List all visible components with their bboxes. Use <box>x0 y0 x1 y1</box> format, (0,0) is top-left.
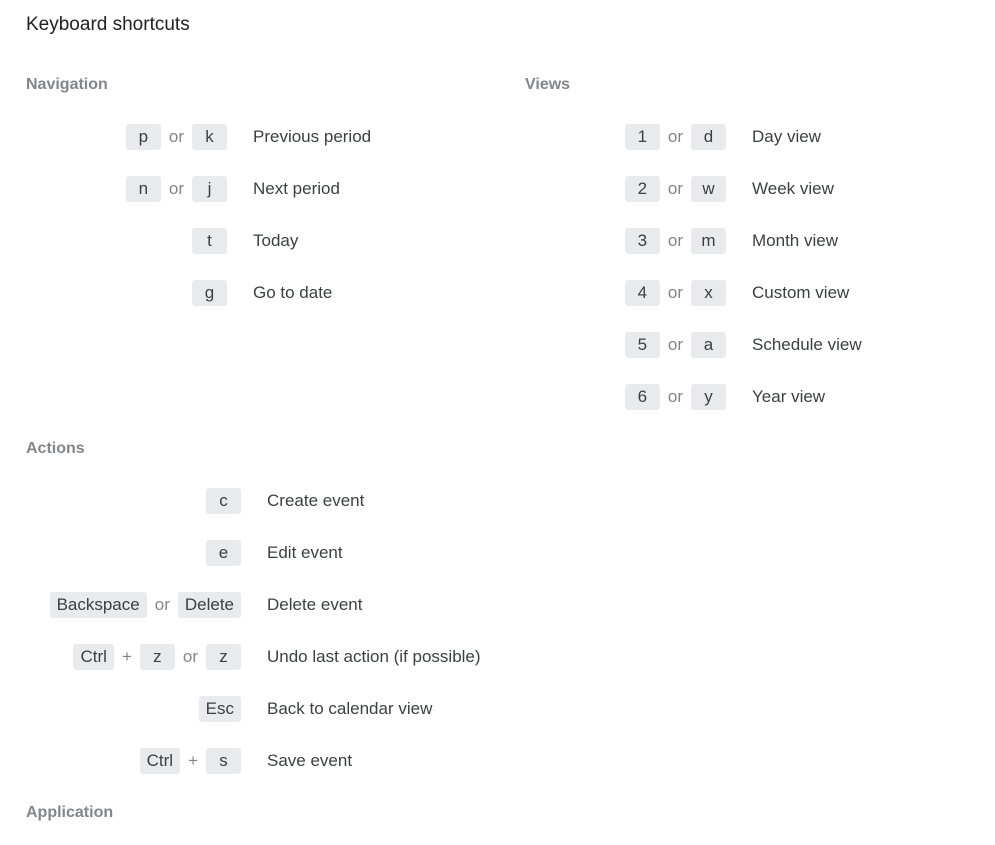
shortcut-row-back-to-calendar <box>0 696 520 722</box>
shortcut-keys <box>625 332 726 358</box>
key-cap: n <box>126 176 161 202</box>
shortcut-description: Today <box>253 231 299 250</box>
shortcut-keys <box>625 176 726 202</box>
key-cap: d <box>691 124 726 150</box>
shortcut-description: Month view <box>752 231 838 250</box>
shortcut-keys <box>140 748 241 774</box>
key-cap: e <box>206 540 241 566</box>
shortcut-row-save-event <box>0 748 520 774</box>
key-cap: Delete <box>178 592 241 618</box>
key-cap: Backspace <box>50 592 147 618</box>
key-cap: m <box>691 228 726 254</box>
key-cap: 3 <box>625 228 660 254</box>
shortcut-keys <box>625 280 726 306</box>
shortcut-keys <box>50 592 241 618</box>
key-cap: p <box>126 124 161 150</box>
shortcut-row-custom-view <box>0 280 995 306</box>
key-cap: g <box>192 280 227 306</box>
or-separator: or <box>667 387 683 406</box>
page-title: Keyboard shortcuts <box>26 14 190 35</box>
shortcut-row-delete-event <box>0 592 520 618</box>
or-separator: or <box>667 231 683 250</box>
or-separator: or <box>667 179 683 198</box>
key-cap: Esc <box>199 696 241 722</box>
key-cap: t <box>192 228 227 254</box>
key-cap: c <box>206 488 241 514</box>
shortcut-keys <box>206 488 241 514</box>
shortcut-keys <box>199 696 241 722</box>
shortcut-row-schedule-view <box>0 332 995 358</box>
shortcut-row-week-view <box>0 176 995 202</box>
key-cap: w <box>691 176 726 202</box>
shortcut-row-day-view <box>0 124 995 150</box>
section-heading-actions: Actions <box>26 440 85 457</box>
or-separator: or <box>182 647 198 666</box>
shortcut-keys <box>73 644 241 670</box>
shortcut-description: Create event <box>267 491 365 510</box>
shortcut-description: Undo last action (if possible) <box>267 647 481 666</box>
shortcut-description: Schedule view <box>752 335 862 354</box>
or-separator: or <box>154 595 170 614</box>
shortcut-description: Next period <box>253 179 340 198</box>
key-cap: x <box>691 280 726 306</box>
key-cap: s <box>206 748 241 774</box>
plus-separator: + <box>121 647 132 666</box>
shortcut-row-month-view <box>0 228 995 254</box>
or-separator: or <box>168 127 184 146</box>
key-cap: a <box>691 332 726 358</box>
or-separator: or <box>667 127 683 146</box>
shortcut-description: Delete event <box>267 595 363 614</box>
key-cap: Ctrl <box>140 748 180 774</box>
shortcut-row-create-event <box>0 488 520 514</box>
shortcut-keys <box>625 124 726 150</box>
shortcut-keys <box>625 384 726 410</box>
shortcut-description: Save event <box>267 751 353 770</box>
shortcut-keys <box>625 228 726 254</box>
key-cap: 5 <box>625 332 660 358</box>
key-cap: 4 <box>625 280 660 306</box>
shortcut-row-edit-event <box>0 540 520 566</box>
key-cap: z <box>206 644 241 670</box>
section-heading-application: Application <box>26 804 114 821</box>
key-cap: j <box>192 176 227 202</box>
key-cap: k <box>192 124 227 150</box>
shortcut-description: Week view <box>752 179 834 198</box>
shortcut-description: Day view <box>752 127 821 146</box>
key-cap: 2 <box>625 176 660 202</box>
key-cap: Ctrl <box>73 644 113 670</box>
or-separator: or <box>667 283 683 302</box>
shortcut-row-undo <box>0 644 520 670</box>
key-cap: 6 <box>625 384 660 410</box>
shortcut-description: Edit event <box>267 543 343 562</box>
shortcut-description: Previous period <box>253 127 372 146</box>
shortcut-description: Year view <box>752 387 826 406</box>
key-cap: 1 <box>625 124 660 150</box>
key-cap: z <box>140 644 175 670</box>
plus-separator: + <box>188 751 198 770</box>
shortcut-description: Back to calendar view <box>267 699 433 718</box>
or-separator: or <box>168 179 184 198</box>
shortcut-row-year-view <box>0 384 995 410</box>
or-separator: or <box>667 335 683 354</box>
shortcut-keys <box>206 540 241 566</box>
section-heading-views: Views <box>525 76 571 93</box>
shortcut-description: Go to date <box>253 283 333 302</box>
shortcut-description: Custom view <box>752 283 850 302</box>
section-heading-navigation: Navigation <box>26 76 108 93</box>
key-cap: y <box>691 384 726 410</box>
